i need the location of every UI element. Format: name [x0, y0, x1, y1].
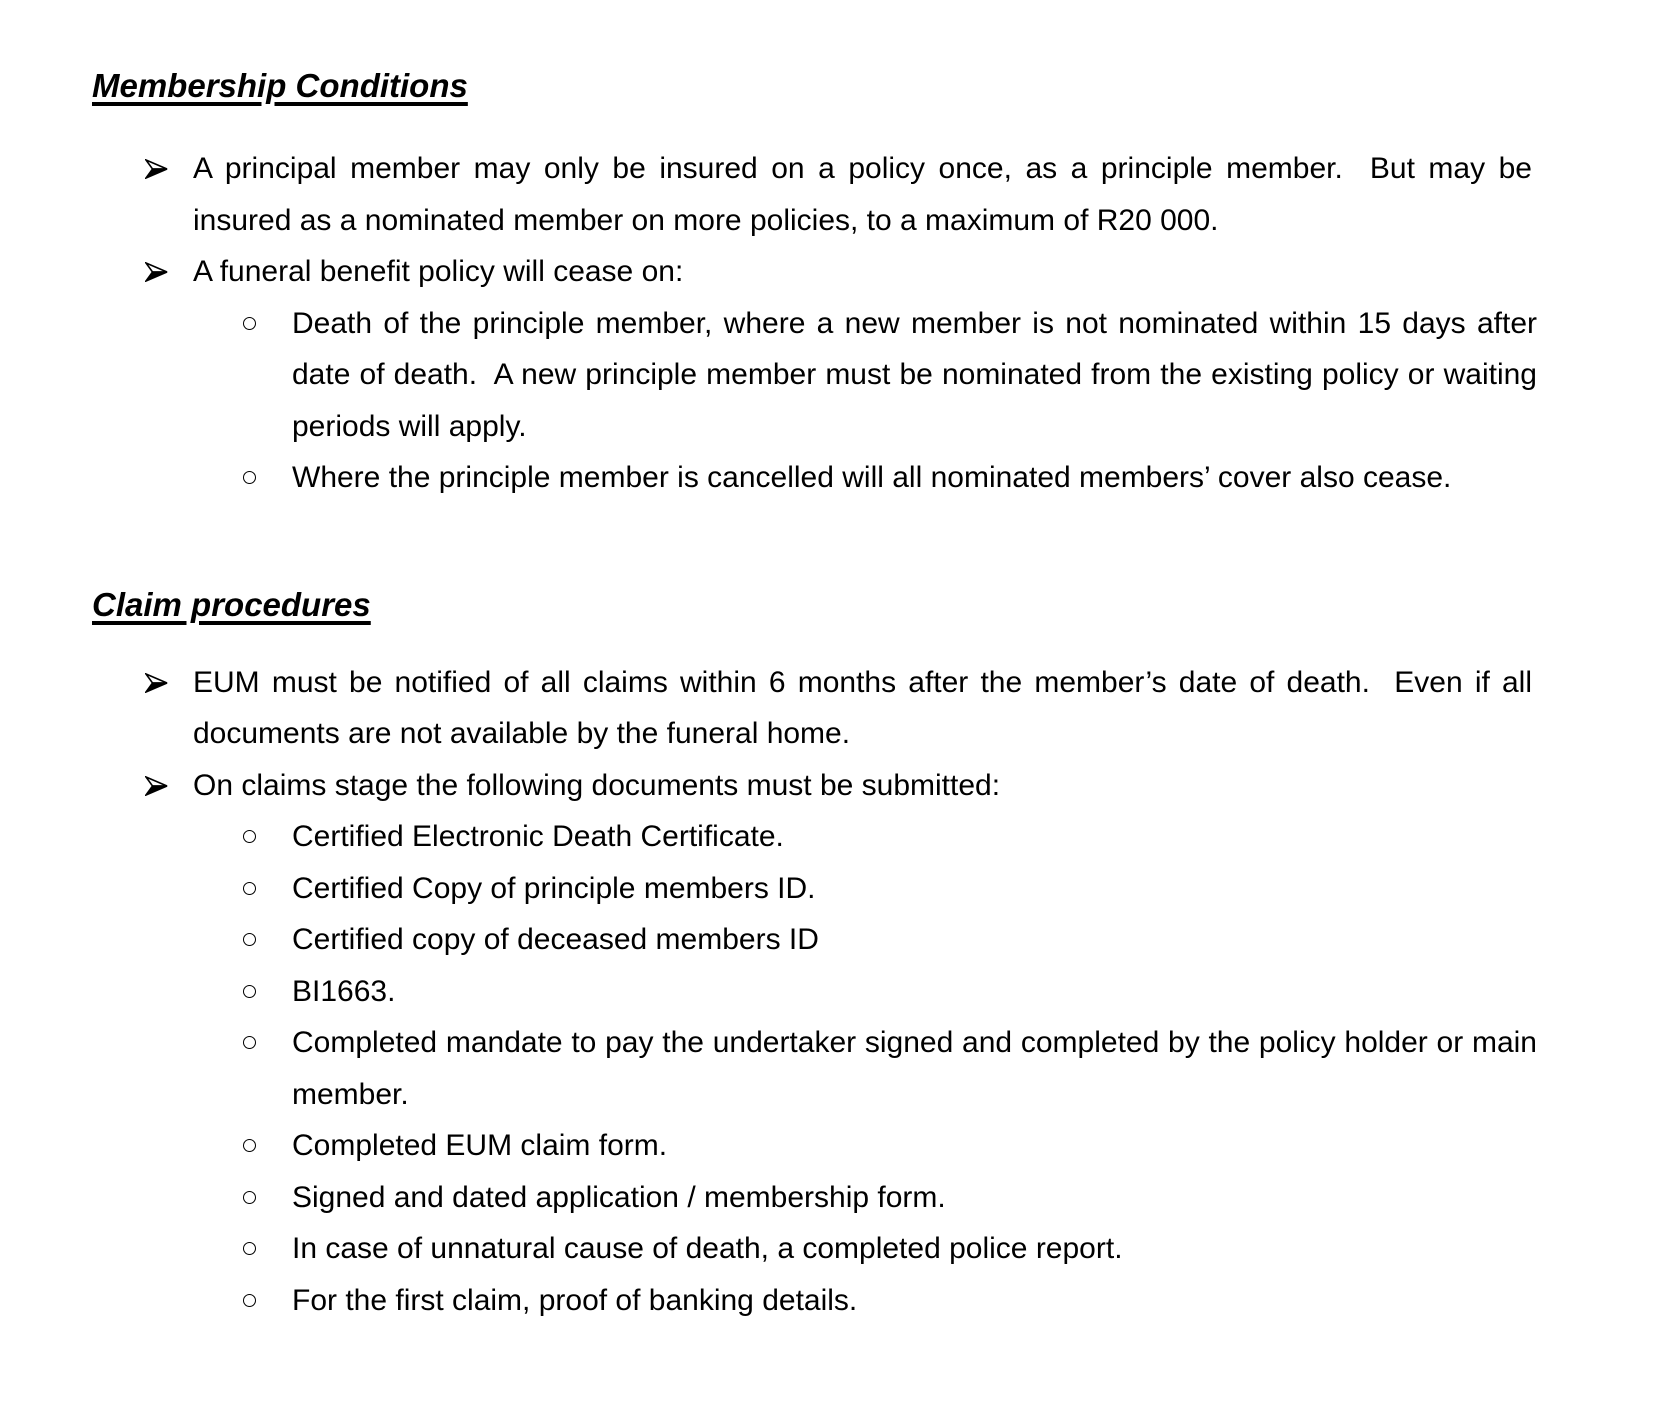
circle-bullet-icon	[243, 1120, 292, 1152]
arrowhead-bullet-icon	[145, 760, 193, 796]
circle-bullet-icon	[243, 1017, 292, 1049]
bullet-item-text: Certified Electronic Death Certificate.	[292, 820, 784, 853]
bullet-item-text: BI1663.	[292, 974, 396, 1008]
bullet-item-level2	[243, 811, 1653, 863]
bullet-item-level2	[243, 1275, 1653, 1327]
circle-bullet-icon	[243, 914, 292, 946]
bullet-item-text: A funeral benefit policy will cease on:	[193, 255, 684, 288]
bullet-item-level1	[145, 246, 1653, 298]
bullet-item-text: Completed EUM claim form.	[292, 1129, 668, 1162]
circle-bullet-icon	[243, 452, 292, 484]
arrowhead-bullet-icon	[145, 246, 193, 282]
bullet-list	[92, 657, 1653, 1327]
bullet-item-level2	[243, 452, 1653, 504]
bullet-item-text: In case of unnatural cause of death, a completed police report.	[292, 1232, 1123, 1265]
circle-bullet-icon	[243, 863, 292, 895]
circle-bullet-icon	[243, 811, 292, 843]
bullet-item-level1	[145, 760, 1653, 812]
document-content	[0, 65, 1653, 1326]
bullet-list	[92, 143, 1653, 504]
bullet-item-level2	[243, 1017, 1653, 1120]
bullet-item-level2	[243, 966, 1653, 1018]
circle-bullet-icon	[243, 1275, 292, 1307]
document-section	[92, 65, 1653, 504]
bullet-item-text: On claims stage the following documents must be submitted:	[193, 768, 1001, 802]
bullet-item-level2	[243, 863, 1653, 915]
circle-bullet-icon	[243, 298, 292, 330]
bullet-item-text: A principal member may only be insured on a policy once, as a principle member. But may be insured as a nominated member on more policies, to a maximum of R20 000.	[193, 152, 1541, 237]
document-section	[92, 584, 1653, 1327]
bullet-item-text: Signed and dated application / membership form.	[292, 1180, 946, 1214]
bullet-item-level2	[243, 1120, 1653, 1172]
bullet-item-level2	[243, 914, 1653, 966]
bullet-item-level1	[145, 143, 1653, 246]
bullet-item-text: For the first claim, proof of banking details.	[292, 1283, 858, 1317]
circle-bullet-icon	[243, 1223, 292, 1255]
bullet-item-level2	[243, 1223, 1653, 1275]
bullet-item-text: Death of the principle member, where a new member is not nominated within 15 days after date of death. A new principle member must be nominated from the existing policy or waiting periods will apply.	[292, 306, 1546, 443]
bullet-item-text: Certified copy of deceased members ID	[292, 923, 819, 956]
section-heading: Claim procedures	[92, 585, 371, 623]
bullet-item-level1	[145, 657, 1653, 760]
bullet-item-level2	[243, 298, 1653, 453]
arrowhead-bullet-icon	[145, 143, 193, 179]
bullet-item-level2	[243, 1172, 1653, 1224]
circle-bullet-icon	[243, 966, 292, 998]
arrowhead-bullet-icon	[145, 657, 193, 693]
bullet-item-text: Certified Copy of principle members ID.	[292, 871, 816, 905]
circle-bullet-icon	[243, 1172, 292, 1204]
bullet-item-text: Where the principle member is cancelled will all nominated members’ cover also cease.	[292, 461, 1452, 494]
bullet-item-text: EUM must be notified of all claims within 6 months after the member’s date of death. Even if all documents are not available by the funeral home.	[193, 665, 1541, 750]
section-heading: Membership Conditions	[92, 67, 468, 104]
bullet-item-text: Completed mandate to pay the undertaker signed and completed by the policy holder or main member.	[292, 1026, 1546, 1111]
